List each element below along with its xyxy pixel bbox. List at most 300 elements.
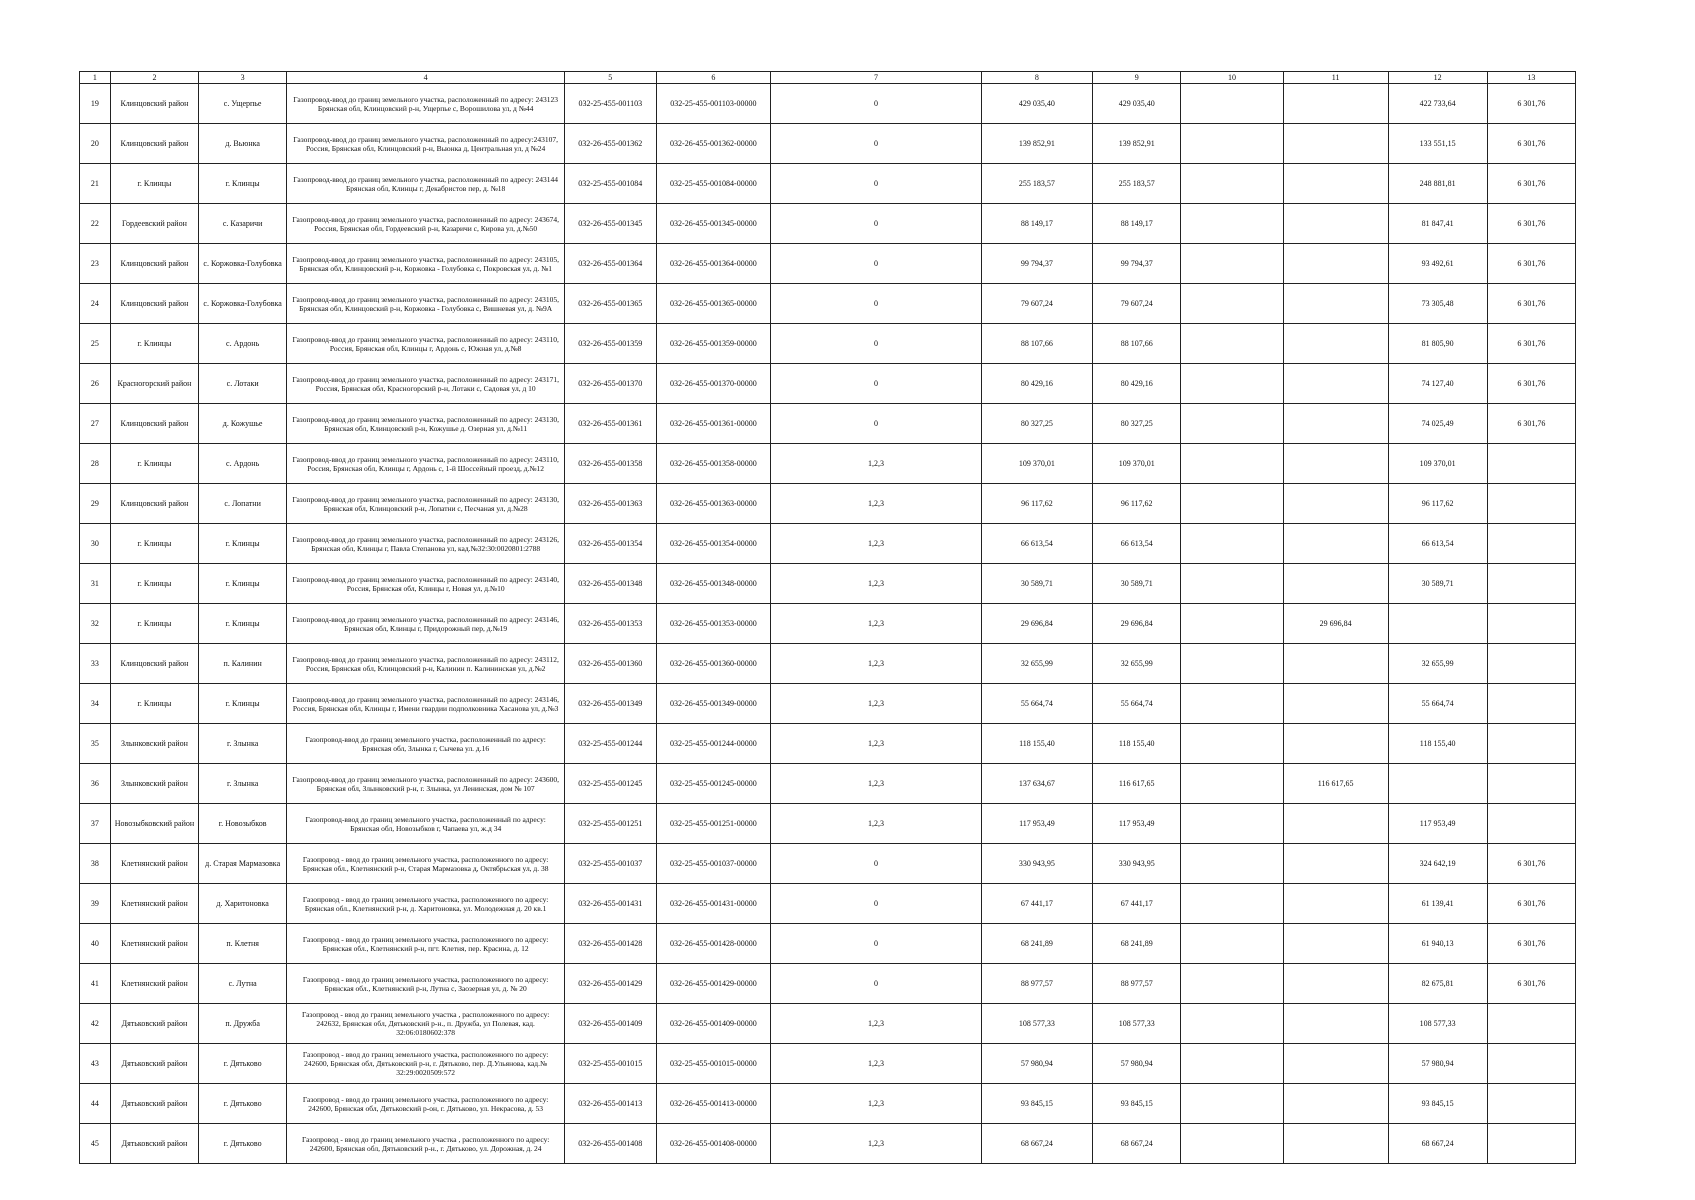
col12-cell: 74 025,49 (1388, 404, 1487, 444)
col13-cell (1487, 724, 1575, 764)
col12-cell: 32 655,99 (1388, 644, 1487, 684)
category-cell: 0 (771, 84, 982, 124)
inventory-code-cell: 032-25-455-001037-00000 (656, 844, 771, 884)
row-number-cell: 28 (80, 444, 111, 484)
address-cell: Газопровод-ввод до границ земельного участка, расположенный по адресу: 243112, Россия, Брянская обл, Клинцовский р-н, Калинин п. Калининская ул, д.№2 (287, 644, 565, 684)
cost-cell: 139 852,91 (981, 124, 1092, 164)
district-cell: Дятьковский район (110, 1004, 198, 1044)
col13-cell: 6 301,76 (1487, 284, 1575, 324)
amount-cell: 68 667,24 (1093, 1124, 1181, 1164)
table-row (80, 1124, 1576, 1164)
row-number-cell: 21 (80, 164, 111, 204)
header-row (80, 72, 1576, 84)
settlement-cell: с. Казаричи (199, 204, 287, 244)
table-row (80, 124, 1576, 164)
col12-cell: 73 305,48 (1388, 284, 1487, 324)
cost-cell: 99 794,37 (981, 244, 1092, 284)
cost-cell: 29 696,84 (981, 604, 1092, 644)
category-cell: 0 (771, 244, 982, 284)
col11-cell (1283, 324, 1388, 364)
col10-cell (1181, 164, 1284, 204)
code-cell: 032-26-455-001365 (565, 284, 657, 324)
col12-cell: 133 551,15 (1388, 124, 1487, 164)
col13-cell: 6 301,76 (1487, 124, 1575, 164)
row-number-cell: 22 (80, 204, 111, 244)
col13-cell: 6 301,76 (1487, 164, 1575, 204)
inventory-code-cell: 032-26-455-001413-00000 (656, 1084, 771, 1124)
district-cell: Клинцовский район (110, 244, 198, 284)
col13-cell (1487, 804, 1575, 844)
table-row (80, 364, 1576, 404)
settlement-cell: с. Лопатни (199, 484, 287, 524)
code-cell: 032-26-455-001345 (565, 204, 657, 244)
settlement-cell: д. Старая Мармазовка (199, 844, 287, 884)
cost-cell: 32 655,99 (981, 644, 1092, 684)
col12-cell: 422 733,64 (1388, 84, 1487, 124)
col12-cell: 118 155,40 (1388, 724, 1487, 764)
column-number-13: 13 (1487, 72, 1575, 84)
col12-cell: 96 117,62 (1388, 484, 1487, 524)
amount-cell: 67 441,17 (1093, 884, 1181, 924)
col13-cell (1487, 1044, 1575, 1084)
row-number-cell: 44 (80, 1084, 111, 1124)
col11-cell (1283, 124, 1388, 164)
code-cell: 032-25-455-001103 (565, 84, 657, 124)
code-cell: 032-25-455-001015 (565, 1044, 657, 1084)
table-row (80, 84, 1576, 124)
code-cell: 032-25-455-001251 (565, 804, 657, 844)
amount-cell: 118 155,40 (1093, 724, 1181, 764)
col13-cell (1487, 1124, 1575, 1164)
column-number-6: 6 (656, 72, 771, 84)
amount-cell: 68 241,89 (1093, 924, 1181, 964)
cost-cell: 66 613,54 (981, 524, 1092, 564)
category-cell: 0 (771, 364, 982, 404)
district-cell: Злынковский район (110, 724, 198, 764)
row-number-cell: 26 (80, 364, 111, 404)
col11-cell (1283, 524, 1388, 564)
settlement-cell: с. Лотаки (199, 364, 287, 404)
col12-cell: 117 953,49 (1388, 804, 1487, 844)
cost-cell: 79 607,24 (981, 284, 1092, 324)
amount-cell: 80 327,25 (1093, 404, 1181, 444)
col13-cell: 6 301,76 (1487, 324, 1575, 364)
col11-cell (1283, 84, 1388, 124)
category-cell: 1,2,3 (771, 524, 982, 564)
col13-cell: 6 301,76 (1487, 244, 1575, 284)
column-number-7: 7 (771, 72, 982, 84)
amount-cell: 116 617,65 (1093, 764, 1181, 804)
col12-cell: 74 127,40 (1388, 364, 1487, 404)
col13-cell: 6 301,76 (1487, 84, 1575, 124)
amount-cell: 55 664,74 (1093, 684, 1181, 724)
inventory-code-cell: 032-26-455-001409-00000 (656, 1004, 771, 1044)
col13-cell: 6 301,76 (1487, 364, 1575, 404)
cost-cell: 80 327,25 (981, 404, 1092, 444)
table-row (80, 444, 1576, 484)
col13-cell (1487, 1084, 1575, 1124)
inventory-code-cell: 032-26-455-001349-00000 (656, 684, 771, 724)
column-number-12: 12 (1388, 72, 1487, 84)
row-number-cell: 43 (80, 1044, 111, 1084)
amount-cell: 57 980,94 (1093, 1044, 1181, 1084)
table-row (80, 204, 1576, 244)
row-number-cell: 38 (80, 844, 111, 884)
cost-cell: 30 589,71 (981, 564, 1092, 604)
category-cell: 1,2,3 (771, 444, 982, 484)
settlement-cell: г. Клинцы (199, 524, 287, 564)
settlement-cell: г. Злынка (199, 724, 287, 764)
cost-cell: 118 155,40 (981, 724, 1092, 764)
inventory-code-cell: 032-26-455-001348-00000 (656, 564, 771, 604)
col13-cell: 6 301,76 (1487, 404, 1575, 444)
district-cell: г. Клинцы (110, 684, 198, 724)
cost-cell: 137 634,67 (981, 764, 1092, 804)
table-row (80, 884, 1576, 924)
category-cell: 0 (771, 924, 982, 964)
col13-cell (1487, 1004, 1575, 1044)
category-cell: 1,2,3 (771, 684, 982, 724)
col10-cell (1181, 884, 1284, 924)
col11-cell (1283, 364, 1388, 404)
district-cell: Гордеевский район (110, 204, 198, 244)
col12-cell: 81 847,41 (1388, 204, 1487, 244)
address-cell: Газопровод - ввод до границ земельного участка, расположенного по адресу: 242600, Брянская обл, Дятьковский р-н, г. Дятьково, пер. Д.Ульянова, кад.№ 32:29:0020509:572 (287, 1044, 565, 1084)
col11-cell (1283, 204, 1388, 244)
col10-cell (1181, 124, 1284, 164)
row-number-cell: 36 (80, 764, 111, 804)
col13-cell (1487, 604, 1575, 644)
district-cell: Клинцовский район (110, 284, 198, 324)
col11-cell (1283, 1124, 1388, 1164)
category-cell: 0 (771, 884, 982, 924)
address-cell: Газопровод-ввод до границ земельного участка, расположенный по адресу: 243105, Брянская обл, Клинцовский р-н, Коржовка - Голубовка с, Покровская ул, д. №1 (287, 244, 565, 284)
address-cell: Газопровод-ввод до границ земельного участка, расположенный по адресу: 243600, Брянская обл, Злынковский р-н, г. Злынка, ул Ленинская, дом № 107 (287, 764, 565, 804)
category-cell: 1,2,3 (771, 724, 982, 764)
cost-cell: 80 429,16 (981, 364, 1092, 404)
settlement-cell: п. Клетня (199, 924, 287, 964)
address-cell: Газопровод-ввод до границ земельного участка, расположенный по адресу: 243130, Брянская обл, Клинцовский р-н, Кожушье д. Озерная ул, д.№11 (287, 404, 565, 444)
col11-cell (1283, 164, 1388, 204)
table-row (80, 844, 1576, 884)
amount-cell: 88 149,17 (1093, 204, 1181, 244)
col10-cell (1181, 684, 1284, 724)
code-cell: 032-26-455-001361 (565, 404, 657, 444)
settlement-cell: г. Клинцы (199, 564, 287, 604)
code-cell: 032-26-455-001363 (565, 484, 657, 524)
col11-cell (1283, 644, 1388, 684)
col12-cell: 324 642,19 (1388, 844, 1487, 884)
col12-cell (1388, 764, 1487, 804)
col12-cell: 61 139,41 (1388, 884, 1487, 924)
address-cell: Газопровод-ввод до границ земельного участка, расположенный по адресу: 243146, Брянская обл, Клинцы г, Придорожный пер, д.№19 (287, 604, 565, 644)
col10-cell (1181, 804, 1284, 844)
inventory-code-cell: 032-25-455-001015-00000 (656, 1044, 771, 1084)
address-cell: Газопровод-ввод до границ земельного участка, расположенный по адресу: 243130, Брянская обл, Клинцовский р-н, Лопатни с, Песчаная ул, д.№28 (287, 484, 565, 524)
district-cell: г. Клинцы (110, 444, 198, 484)
inventory-code-cell: 032-26-455-001370-00000 (656, 364, 771, 404)
col11-cell (1283, 484, 1388, 524)
settlement-cell: г. Дятьково (199, 1044, 287, 1084)
amount-cell: 32 655,99 (1093, 644, 1181, 684)
column-number-5: 5 (565, 72, 657, 84)
district-cell: Клетнянский район (110, 844, 198, 884)
row-number-cell: 20 (80, 124, 111, 164)
inventory-code-cell: 032-26-455-001361-00000 (656, 404, 771, 444)
category-cell: 1,2,3 (771, 804, 982, 844)
table-header (80, 72, 1576, 84)
col11-cell (1283, 884, 1388, 924)
code-cell: 032-26-455-001431 (565, 884, 657, 924)
code-cell: 032-26-455-001428 (565, 924, 657, 964)
district-cell: г. Клинцы (110, 604, 198, 644)
district-cell: Клетнянский район (110, 884, 198, 924)
row-number-cell: 23 (80, 244, 111, 284)
col12-cell: 248 881,81 (1388, 164, 1487, 204)
amount-cell: 79 607,24 (1093, 284, 1181, 324)
settlement-cell: г. Новозыбков (199, 804, 287, 844)
row-number-cell: 37 (80, 804, 111, 844)
col13-cell (1487, 564, 1575, 604)
category-cell: 0 (771, 404, 982, 444)
row-number-cell: 29 (80, 484, 111, 524)
address-cell: Газопровод-ввод до границ земельного участка, расположенный по адресу: 243110, Россия, Брянская обл, Клинцы г, Ардонь с, Южная ул, д.№8 (287, 324, 565, 364)
table-row (80, 964, 1576, 1004)
col12-cell: 66 613,54 (1388, 524, 1487, 564)
inventory-code-cell: 032-26-455-001354-00000 (656, 524, 771, 564)
row-number-cell: 30 (80, 524, 111, 564)
col10-cell (1181, 844, 1284, 884)
col11-cell: 29 696,84 (1283, 604, 1388, 644)
cost-cell: 96 117,62 (981, 484, 1092, 524)
col10-cell (1181, 644, 1284, 684)
address-cell: Газопровод - ввод до границ земельного участка, расположенного по адресу: Брянская обл., Клетнянский р-н, д. Харитоновка, ул. Молодежная д. 20 кв.1 (287, 884, 565, 924)
col10-cell (1181, 1004, 1284, 1044)
address-cell: Газопровод-ввод до границ земельного участка, расположенный по адресу: Брянская обл, Новозыбков г, Чапаева ул, ж.д 34 (287, 804, 565, 844)
row-number-cell: 25 (80, 324, 111, 364)
col10-cell (1181, 484, 1284, 524)
cost-cell: 67 441,17 (981, 884, 1092, 924)
table-row (80, 524, 1576, 564)
col10-cell (1181, 204, 1284, 244)
inventory-code-cell: 032-26-455-001353-00000 (656, 604, 771, 644)
column-number-9: 9 (1093, 72, 1181, 84)
row-number-cell: 33 (80, 644, 111, 684)
category-cell: 0 (771, 844, 982, 884)
district-cell: Клинцовский район (110, 484, 198, 524)
settlement-cell: п. Калинин (199, 644, 287, 684)
address-cell: Газопровод - ввод до границ земельного участка , расположенного по адресу: 242632, Брянская обл, Дятьковский р-н., п. Дружба, ул Полевая, кад. 32:06:0180602:378 (287, 1004, 565, 1044)
district-cell: Дятьковский район (110, 1124, 198, 1164)
col10-cell (1181, 444, 1284, 484)
table-row (80, 804, 1576, 844)
district-cell: Клинцовский район (110, 404, 198, 444)
inventory-code-cell: 032-26-455-001345-00000 (656, 204, 771, 244)
table-row (80, 604, 1576, 644)
row-number-cell: 27 (80, 404, 111, 444)
col11-cell (1283, 1044, 1388, 1084)
amount-cell: 93 845,15 (1093, 1084, 1181, 1124)
category-cell: 0 (771, 284, 982, 324)
table-row (80, 1004, 1576, 1044)
inventory-code-cell: 032-25-455-001244-00000 (656, 724, 771, 764)
inventory-code-cell: 032-25-455-001251-00000 (656, 804, 771, 844)
inventory-code-cell: 032-26-455-001408-00000 (656, 1124, 771, 1164)
table-row (80, 284, 1576, 324)
inventory-code-cell: 032-25-455-001084-00000 (656, 164, 771, 204)
cost-cell: 93 845,15 (981, 1084, 1092, 1124)
settlement-cell: п. Дружба (199, 1004, 287, 1044)
cost-cell: 108 577,33 (981, 1004, 1092, 1044)
cost-cell: 109 370,01 (981, 444, 1092, 484)
amount-cell: 330 943,95 (1093, 844, 1181, 884)
code-cell: 032-26-455-001408 (565, 1124, 657, 1164)
code-cell: 032-25-455-001037 (565, 844, 657, 884)
code-cell: 032-25-455-001084 (565, 164, 657, 204)
category-cell: 1,2,3 (771, 1124, 982, 1164)
amount-cell: 29 696,84 (1093, 604, 1181, 644)
district-cell: Клинцовский район (110, 644, 198, 684)
inventory-code-cell: 032-26-455-001365-00000 (656, 284, 771, 324)
row-number-cell: 32 (80, 604, 111, 644)
category-cell: 0 (771, 964, 982, 1004)
col12-cell: 108 577,33 (1388, 1004, 1487, 1044)
col13-cell (1487, 484, 1575, 524)
address-cell: Газопровод - ввод до границ земельного участка, расположенного по адресу: Брянская обл., Клетнянский р-н, Старая Мармазовка д, Октябрьская ул, д. 38 (287, 844, 565, 884)
address-cell: Газопровод-ввод до границ земельного участка, расположенный по адресу: 243110, Россия, Брянская обл, Клинцы г, Ардонь с, 1-й Шоссейный проезд, д.№12 (287, 444, 565, 484)
inventory-code-cell: 032-25-455-001245-00000 (656, 764, 771, 804)
inventory-code-cell: 032-26-455-001364-00000 (656, 244, 771, 284)
table-row (80, 404, 1576, 444)
col11-cell (1283, 804, 1388, 844)
settlement-cell: г. Клинцы (199, 164, 287, 204)
row-number-cell: 24 (80, 284, 111, 324)
cost-cell: 88 107,66 (981, 324, 1092, 364)
address-cell: Газопровод-ввод до границ земельного участка, расположенный по адресу: 243171, Россия, Брянская обл, Красногорский р-н, Лотаки с, Садовая ул, д 10 (287, 364, 565, 404)
cost-cell: 68 241,89 (981, 924, 1092, 964)
col12-cell: 93 845,15 (1388, 1084, 1487, 1124)
district-cell: Красногорский район (110, 364, 198, 404)
row-number-cell: 31 (80, 564, 111, 604)
table-body (80, 84, 1576, 1164)
col10-cell (1181, 924, 1284, 964)
inventory-code-cell: 032-26-455-001359-00000 (656, 324, 771, 364)
settlement-cell: г. Злынка (199, 764, 287, 804)
district-cell: Злынковский район (110, 764, 198, 804)
col10-cell (1181, 284, 1284, 324)
category-cell: 0 (771, 324, 982, 364)
category-cell: 1,2,3 (771, 564, 982, 604)
table-row (80, 764, 1576, 804)
row-number-cell: 34 (80, 684, 111, 724)
col12-cell: 57 980,94 (1388, 1044, 1487, 1084)
amount-cell: 88 977,57 (1093, 964, 1181, 1004)
address-cell: Газопровод-ввод до границ земельного участка, расположенный по адресу: 243140, Россия, Брянская обл, Клинцы г, Новая ул, д.№10 (287, 564, 565, 604)
col13-cell: 6 301,76 (1487, 844, 1575, 884)
col10-cell (1181, 764, 1284, 804)
col12-cell: 61 940,13 (1388, 924, 1487, 964)
inventory-code-cell: 032-26-455-001360-00000 (656, 644, 771, 684)
address-cell: Газопровод-ввод до границ земельного участка, расположенный по адресу: 243126, Брянская обл, Клинцы г, Павла Степанова ул, кад.№32:30:0020801:2788 (287, 524, 565, 564)
amount-cell: 255 183,57 (1093, 164, 1181, 204)
code-cell: 032-26-455-001413 (565, 1084, 657, 1124)
settlement-cell: с. Коржовка-Голубовка (199, 244, 287, 284)
cost-cell: 429 035,40 (981, 84, 1092, 124)
settlement-cell: д. Кожушье (199, 404, 287, 444)
col10-cell (1181, 1084, 1284, 1124)
category-cell: 1,2,3 (771, 484, 982, 524)
col13-cell: 6 301,76 (1487, 964, 1575, 1004)
row-number-cell: 41 (80, 964, 111, 1004)
col11-cell (1283, 404, 1388, 444)
category-cell: 1,2,3 (771, 1004, 982, 1044)
column-number-2: 2 (110, 72, 198, 84)
registry-table (79, 71, 1576, 1164)
col12-cell: 55 664,74 (1388, 684, 1487, 724)
col10-cell (1181, 964, 1284, 1004)
address-cell: Газопровод - ввод до границ земельного участка, расположенного по адресу: 242600, Брянская обл, Дятьковский р-он, г. Дятьково, ул. Некрасова, д. 53 (287, 1084, 565, 1124)
col10-cell (1181, 1044, 1284, 1084)
table-row (80, 1084, 1576, 1124)
col11-cell (1283, 844, 1388, 884)
table-row (80, 484, 1576, 524)
code-cell: 032-26-455-001354 (565, 524, 657, 564)
table-row (80, 324, 1576, 364)
column-number-10: 10 (1181, 72, 1284, 84)
category-cell: 0 (771, 204, 982, 244)
code-cell: 032-26-455-001370 (565, 364, 657, 404)
inventory-code-cell: 032-26-455-001429-00000 (656, 964, 771, 1004)
table-row (80, 924, 1576, 964)
col10-cell (1181, 324, 1284, 364)
row-number-cell: 19 (80, 84, 111, 124)
col11-cell (1283, 1004, 1388, 1044)
row-number-cell: 45 (80, 1124, 111, 1164)
cost-cell: 117 953,49 (981, 804, 1092, 844)
district-cell: Клетнянский район (110, 924, 198, 964)
row-number-cell: 35 (80, 724, 111, 764)
cost-cell: 255 183,57 (981, 164, 1092, 204)
col13-cell: 6 301,76 (1487, 884, 1575, 924)
inventory-code-cell: 032-26-455-001431-00000 (656, 884, 771, 924)
col13-cell (1487, 644, 1575, 684)
settlement-cell: с. Ущерпье (199, 84, 287, 124)
col11-cell (1283, 244, 1388, 284)
col11-cell (1283, 964, 1388, 1004)
col13-cell: 6 301,76 (1487, 924, 1575, 964)
col10-cell (1181, 1124, 1284, 1164)
inventory-code-cell: 032-25-455-001103-00000 (656, 84, 771, 124)
code-cell: 032-26-455-001358 (565, 444, 657, 484)
col13-cell (1487, 764, 1575, 804)
settlement-cell: г. Клинцы (199, 604, 287, 644)
amount-cell: 429 035,40 (1093, 84, 1181, 124)
district-cell: Клинцовский район (110, 84, 198, 124)
address-cell: Газопровод-ввод до границ земельного участка, расположенный по адресу: 243674, Россия, Брянская обл, Гордеевский р-н, Казаричи с, Кирова ул, д.№50 (287, 204, 565, 244)
col12-cell: 93 492,61 (1388, 244, 1487, 284)
district-cell: Новозыбковский район (110, 804, 198, 844)
address-cell: Газопровод-ввод до границ земельного участка, расположенный по адресу: 243105, Брянская обл, Клинцовский р-н, Коржовка - Голубовка с, Вишневая ул, д. №9А (287, 284, 565, 324)
cost-cell: 55 664,74 (981, 684, 1092, 724)
code-cell: 032-26-455-001359 (565, 324, 657, 364)
table-row (80, 644, 1576, 684)
address-cell: Газопровод-ввод до границ земельного участка, расположенный по адресу: 243144 Брянская обл, Клинцы г, Декабристов пер, д. №18 (287, 164, 565, 204)
table-row (80, 1044, 1576, 1084)
settlement-cell: с. Коржовка-Голубовка (199, 284, 287, 324)
col11-cell (1283, 684, 1388, 724)
row-number-cell: 42 (80, 1004, 111, 1044)
amount-cell: 117 953,49 (1093, 804, 1181, 844)
